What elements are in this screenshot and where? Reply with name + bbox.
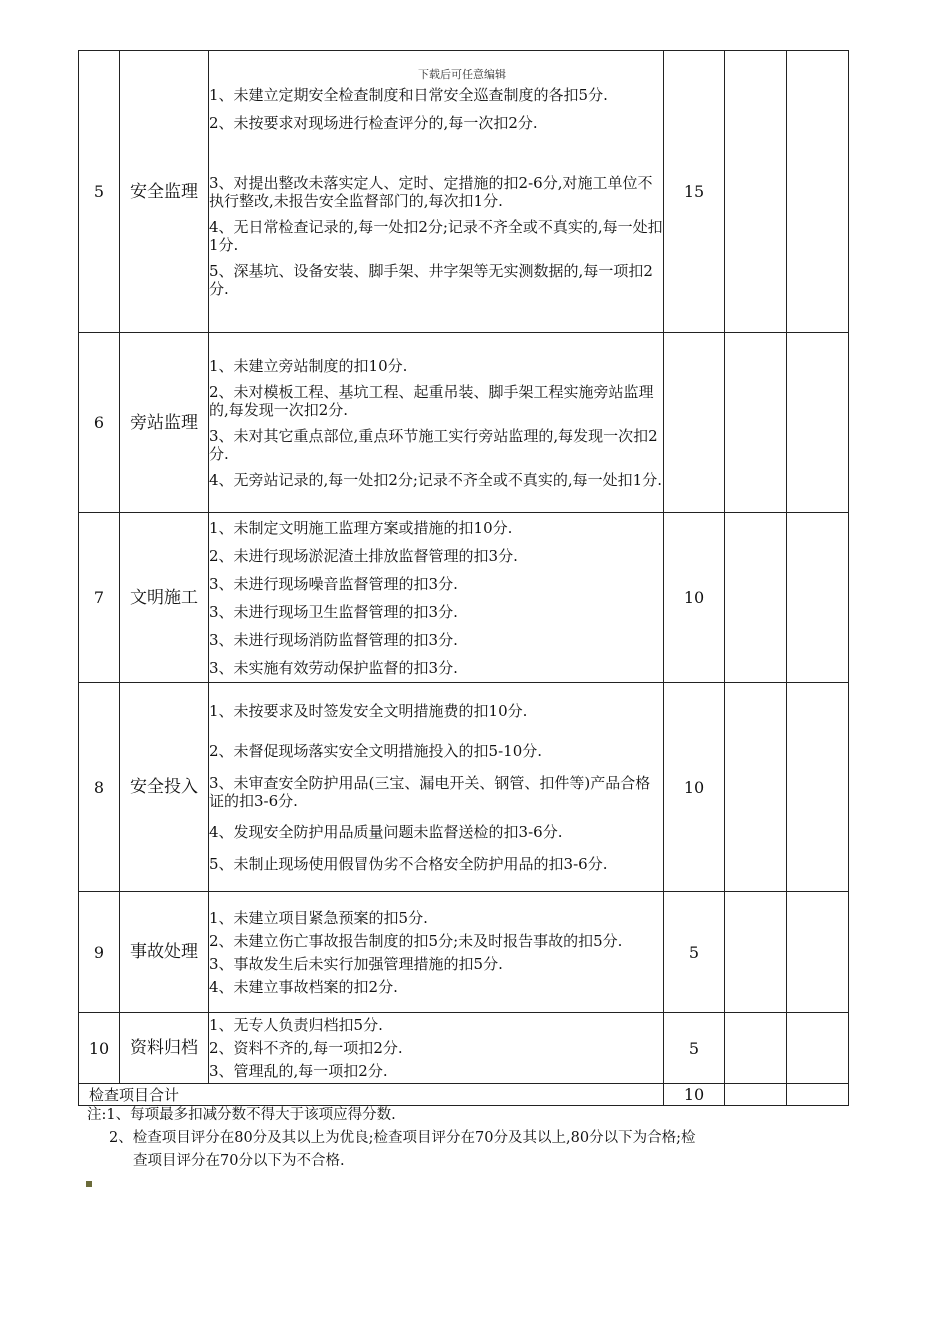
row-number: 7 xyxy=(79,513,120,683)
total-score: 10 xyxy=(664,1084,725,1106)
blank-cell xyxy=(787,333,849,513)
criteria-line: 2、未督促现场落实安全文明措施投入的扣5-10分. xyxy=(209,741,543,760)
criteria-line: 2、未建立伤亡事故报告制度的扣5分;未及时报告事故的扣5分. xyxy=(209,931,623,950)
check-item: 事故处理 xyxy=(120,892,209,1013)
criteria-line: 3、未对其它重点部位,重点环节施工实行旁站监理的,每发现一次扣2分. xyxy=(209,426,658,463)
corner-mark xyxy=(86,1181,92,1187)
row-number: 5 xyxy=(79,51,120,333)
blank-cell xyxy=(725,1084,787,1106)
note-line: 查项目评分在70分以下为不合格. xyxy=(133,1153,345,1169)
criteria-line: 3、未审查安全防护用品(三宝、漏电开关、钢管、扣件等)产品合格证的扣3-6分. xyxy=(209,773,651,810)
blank-cell xyxy=(787,513,849,683)
table-row xyxy=(79,333,849,513)
check-item: 安全投入 xyxy=(120,683,209,892)
criteria-line: 3、未进行现场噪音监督管理的扣3分. xyxy=(209,574,458,593)
check-item: 旁站监理 xyxy=(120,333,209,513)
score-cell: 10 xyxy=(664,513,725,683)
criteria-line: 4、无日常检查记录的,每一处扣2分;记录不齐全或不真实的,每一处扣1分. xyxy=(209,217,663,254)
criteria-line: 3、未进行现场消防监督管理的扣3分. xyxy=(209,630,458,649)
inspection-score-table xyxy=(78,50,849,1106)
blank-cell xyxy=(725,51,787,333)
criteria-cell xyxy=(209,333,664,513)
criteria-line: 1、未制定文明施工监理方案或措施的扣10分. xyxy=(209,518,513,537)
score-cell: 5 xyxy=(664,892,725,1013)
criteria-cell xyxy=(209,513,664,683)
blank-cell xyxy=(725,513,787,683)
criteria-line: 5、未制止现场使用假冒伪劣不合格安全防护用品的扣3-6分. xyxy=(209,854,608,873)
criteria-cell xyxy=(209,892,664,1013)
row-number: 6 xyxy=(79,333,120,513)
check-item: 资料归档 xyxy=(120,1013,209,1084)
blank-cell xyxy=(725,892,787,1013)
score-cell: 15 xyxy=(664,51,725,333)
check-item: 文明施工 xyxy=(120,513,209,683)
blank-cell xyxy=(725,1013,787,1084)
criteria-cell xyxy=(209,51,664,333)
criteria-line: 3、未进行现场卫生监督管理的扣3分. xyxy=(209,602,458,621)
blank-cell xyxy=(725,683,787,892)
table-row xyxy=(79,51,849,333)
note-line: 2、检查项目评分在80分及其以上为优良;检查项目评分在70分及其以上,80分以下为合格;检 xyxy=(109,1130,696,1146)
row-number: 9 xyxy=(79,892,120,1013)
blank-cell xyxy=(787,1013,849,1084)
criteria-line: 3、管理乱的,每一项扣2分. xyxy=(209,1062,388,1080)
check-item: 安全监理 xyxy=(120,51,209,333)
criteria-line: 1、未建立项目紧急预案的扣5分. xyxy=(209,908,428,927)
criteria-line: 2、资料不齐的,每一项扣2分. xyxy=(209,1039,403,1057)
criteria-line: 1、未按要求及时签发安全文明措施费的扣10分. xyxy=(209,701,528,720)
table-row xyxy=(79,1013,849,1084)
total-row xyxy=(79,1084,849,1106)
criteria-line: 2、未进行现场淤泥渣土排放监督管理的扣3分. xyxy=(209,546,518,565)
criteria-line: 1、无专人负责归档扣5分. xyxy=(209,1016,383,1034)
blank-cell xyxy=(787,51,849,333)
criteria-line: 2、未按要求对现场进行检查评分的,每一次扣2分. xyxy=(209,113,538,132)
watermark: 下载后可任意编辑 xyxy=(418,68,506,81)
criteria-line: 4、无旁站记录的,每一处扣2分;记录不齐全或不真实的,每一处扣1分. xyxy=(209,470,662,489)
criteria-line: 5、深基坑、设备安装、脚手架、井字架等无实测数据的,每一项扣2分. xyxy=(209,261,653,298)
criteria-line: 3、事故发生后未实行加强管理措施的扣5分. xyxy=(209,954,503,973)
criteria-line: 1、未建立定期安全检查制度和日常安全巡查制度的各扣5分. xyxy=(209,85,608,104)
table-row xyxy=(79,513,849,683)
blank-cell xyxy=(787,1084,849,1106)
criteria-cell xyxy=(209,683,664,892)
note-line: 注:1、每项最多扣减分数不得大于该项应得分数. xyxy=(87,1107,396,1123)
criteria-line: 1、未建立旁站制度的扣10分. xyxy=(209,356,408,375)
criteria-line: 4、发现安全防护用品质量问题未监督送检的扣3-6分. xyxy=(209,822,563,841)
score-cell xyxy=(664,333,725,513)
blank-cell xyxy=(725,333,787,513)
total-label: 检查项目合计 xyxy=(79,1084,664,1106)
criteria-line: 4、未建立事故档案的扣2分. xyxy=(209,977,398,996)
criteria-cell xyxy=(209,1013,664,1084)
criteria-line: 3、未实施有效劳动保护监督的扣3分. xyxy=(209,658,458,677)
table-row xyxy=(79,683,849,892)
score-cell: 5 xyxy=(664,1013,725,1084)
table-row xyxy=(79,892,849,1013)
criteria-line: 2、未对模板工程、基坑工程、起重吊装、脚手架工程实施旁站监理的,每发现一次扣2分. xyxy=(209,382,654,419)
notes xyxy=(87,1104,695,1173)
score-cell: 10 xyxy=(664,683,725,892)
row-number: 8 xyxy=(79,683,120,892)
blank-cell xyxy=(787,683,849,892)
criteria-line: 3、对提出整改未落实定人、定时、定措施的扣2-6分,对施工单位不执行整改,未报告安全监督部门的,每次扣1分. xyxy=(209,173,653,210)
blank-cell xyxy=(787,892,849,1013)
row-number: 10 xyxy=(79,1013,120,1084)
